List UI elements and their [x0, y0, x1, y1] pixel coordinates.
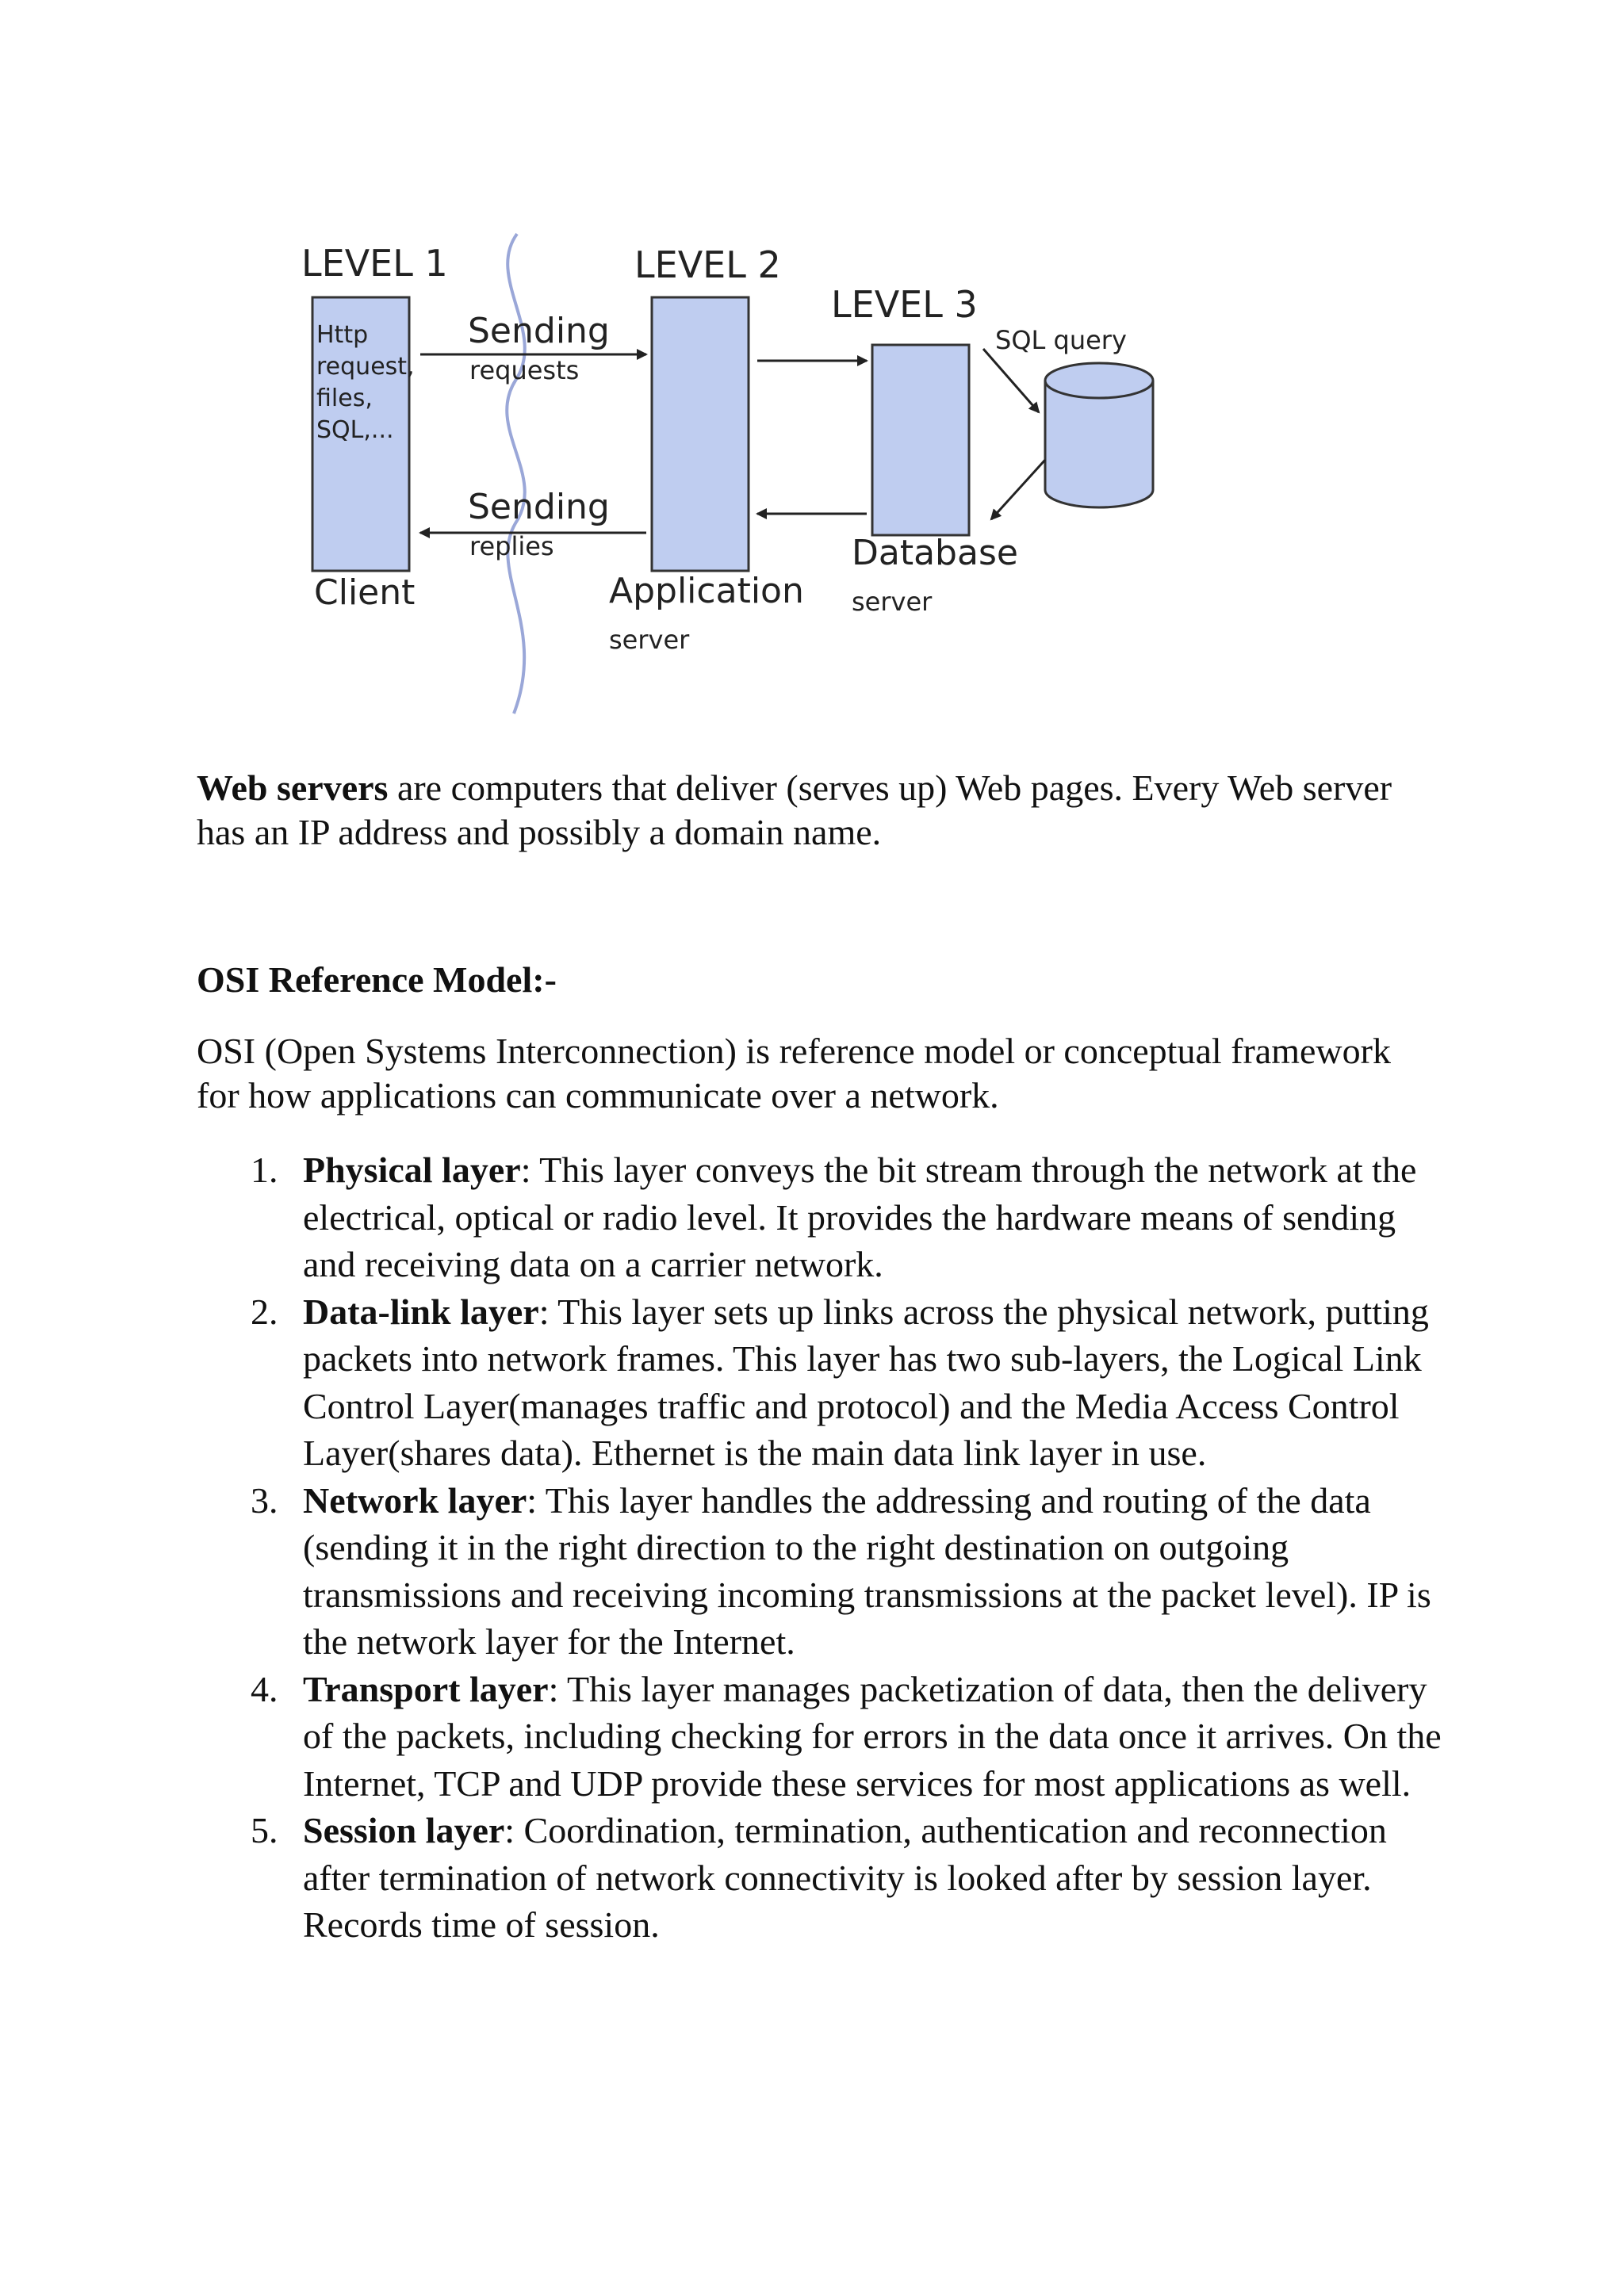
three-tier-architecture-diagram: [285, 226, 1197, 725]
application-server-label-1: Application: [609, 571, 804, 611]
client-box-line-4: SQL,...: [316, 416, 394, 444]
list-item-number: 2.: [251, 1291, 278, 1332]
database-server-label-2: server: [852, 587, 933, 617]
layer-description: : This layer manages packetization of data, then the delivery of the packets, including checking for errors in the data once it arrives. On the Internet, TCP and UDP provide these services for most applications as well.: [303, 1668, 1442, 1804]
list-item-number: 4.: [251, 1668, 278, 1709]
sql-query-arrow: [983, 349, 1039, 412]
list-item-number: 5.: [251, 1810, 278, 1850]
sql-result-arrow: [991, 460, 1045, 519]
layer-description: : This layer conveys the bit stream through the network at the electrical, optical or radio level. It provides the hardware means of sending and receiving data on a carrier network.: [303, 1150, 1417, 1284]
database-server-box: [872, 345, 969, 535]
level-2-label: LEVEL 2: [634, 243, 781, 286]
layer-name: Physical layer: [303, 1150, 521, 1190]
web-servers-paragraph: [197, 766, 1434, 855]
layer-name: Data-link layer: [303, 1291, 539, 1332]
list-item: [197, 1477, 1450, 1666]
layer-description: : Coordination, termination, authentication and reconnection after termination of network connectivity is looked after by session layer. Records time of session.: [303, 1810, 1387, 1945]
sending-replies-label-1: Sending: [468, 487, 610, 527]
layer-name: Session layer: [303, 1810, 505, 1850]
list-item: [197, 1146, 1450, 1288]
list-item: [197, 1288, 1450, 1477]
sending-replies-label-2: replies: [469, 531, 554, 561]
list-item: [197, 1807, 1450, 1949]
osi-intro-paragraph: OSI (Open Systems Interconnection) is reference model or conceptual framework for how applications can communicate over a network.: [197, 1031, 1391, 1115]
client-box-line-3: files,: [316, 385, 373, 412]
sql-query-label: SQL query: [995, 325, 1127, 355]
web-servers-term: Web servers: [197, 767, 389, 808]
osi-heading: OSI Reference Model:-: [197, 959, 557, 1000]
list-item-number: 1.: [251, 1150, 278, 1190]
layer-name: Transport layer: [303, 1668, 549, 1709]
database-cylinder-icon: [1045, 363, 1153, 507]
client-label: Client: [314, 572, 416, 613]
level-1-label: LEVEL 1: [301, 242, 448, 285]
client-box-line-1: Http: [316, 321, 369, 349]
sending-requests-label-1: Sending: [468, 311, 610, 351]
database-server-label-1: Database: [852, 533, 1018, 573]
list-item: [197, 1666, 1450, 1808]
layer-name: Network layer: [303, 1479, 527, 1521]
list-item-number: 3.: [251, 1479, 278, 1521]
sending-requests-label-2: requests: [469, 355, 580, 385]
level-3-label: LEVEL 3: [831, 283, 978, 326]
layer-description: : This layer handles the addressing and routing of the data (sending it in the right direction to the right destination on outgoing transmissions and receiving incoming transmissions at the packet level). IP is the network layer for the Internet.: [303, 1479, 1431, 1662]
web-servers-definition: are computers that deliver (serves up) Web pages. Every Web server has an IP address and possibly a domain name.: [197, 767, 1392, 852]
boundary-wave-left: [507, 234, 525, 714]
client-box-line-2: request,: [316, 353, 415, 381]
application-server-box: [652, 297, 749, 571]
osi-layers-list: [197, 1146, 1450, 1949]
application-server-label-2: server: [609, 625, 690, 655]
layer-description: : This layer sets up links across the physical network, putting packets into network frames. This layer has two sub-layers, the Logical Link Control Layer(manages traffic and protocol) and the Media Access Control Layer(shares data). Ethernet is the main data link layer in use.: [303, 1291, 1429, 1473]
